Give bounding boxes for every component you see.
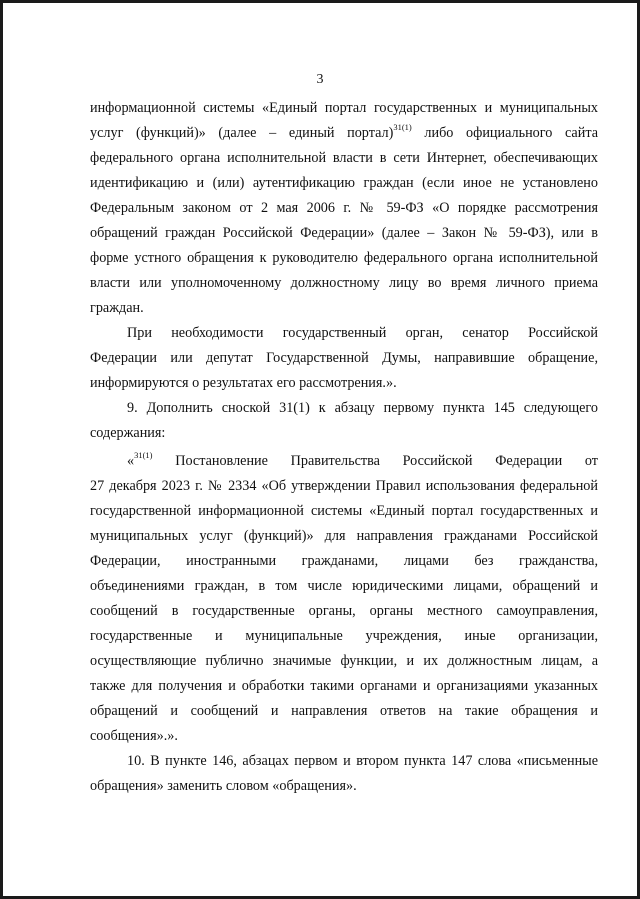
text-line: государственные и муниципальные учреждения, иные организации, [90,628,598,644]
text-segment: « [127,453,135,469]
scan-border-top [0,0,640,3]
text-line: обращений и сообщений и направления ответов на такие обращения и [90,703,598,719]
text-line: сообщений в государственные органы, органы местного самоуправления, [90,603,598,619]
text-line-with-footnote [127,451,598,471]
text-line: также для получения и обработки такими органами и организациями указанных [90,678,598,694]
text-line: обращений граждан Российской Федерации» (далее – Закон № 59-ФЗ), или в [90,225,598,241]
text-line: объединениями граждан, в том числе юридическими лицами, обращений и [90,578,598,594]
text-line: Федерации или депутат Государственной Думы, направившие обращение, [90,350,598,366]
text-line: власти или уполномоченному должностному лицу во время личного приема [90,275,598,291]
text-line: федерального органа исполнительной власти в сети Интернет, обеспечивающих [90,150,598,166]
text-line: форме устного обращения к руководителю федерального органа исполнительной [90,250,598,266]
text-line: информируются о результатах его рассмотрения.». [90,375,397,391]
text-line: муниципальных услуг (функций)» для направления гражданами Российской [90,528,598,544]
text-line: содержания: [90,425,166,441]
text-line: граждан. [90,300,144,316]
text-line: идентификацию и (или) аутентификацию граждан (если иное не установлено [90,175,598,191]
footnote-reference: 31(1) [393,123,412,133]
text-line: сообщения».». [90,728,178,744]
text-line-with-footnote [90,123,598,143]
text-line: информационной системы «Единый портал государственных и муниципальных [90,100,598,116]
text-line: государственной информационной системы «Единый портал государственных и [90,503,598,519]
text-segment: либо официального сайта [411,125,598,141]
page-number: 3 [316,72,324,87]
text-line: 10. В пункте 146, абзацах первом и втором пункта 147 слова «письменные [127,753,598,769]
text-line: обращения» заменить словом «обращения». [90,778,357,794]
text-segment: услуг (функций)» (далее – единый портал) [90,125,394,141]
text-line: При необходимости государственный орган, сенатор Российской [127,325,598,341]
footnote-reference: 31(1) [134,451,153,461]
scan-border-left [0,0,3,899]
text-segment: Постановление Правительства Российской Федерации от [152,453,598,469]
text-line: осуществляющие публично значимые функции, и их должностным лицам, а [90,653,598,669]
text-line: 27 декабря 2023 г. № 2334 «Об утверждении Правил использования федеральной [90,478,598,494]
text-line: Федеральным законом от 2 мая 2006 г. № 59-ФЗ «О порядке рассмотрения [90,200,598,216]
text-line: 9. Дополнить сноской 31(1) к абзацу первому пункта 145 следующего [127,400,598,416]
text-line: Федерации, иностранными гражданами, лицами без гражданства, [90,553,598,569]
